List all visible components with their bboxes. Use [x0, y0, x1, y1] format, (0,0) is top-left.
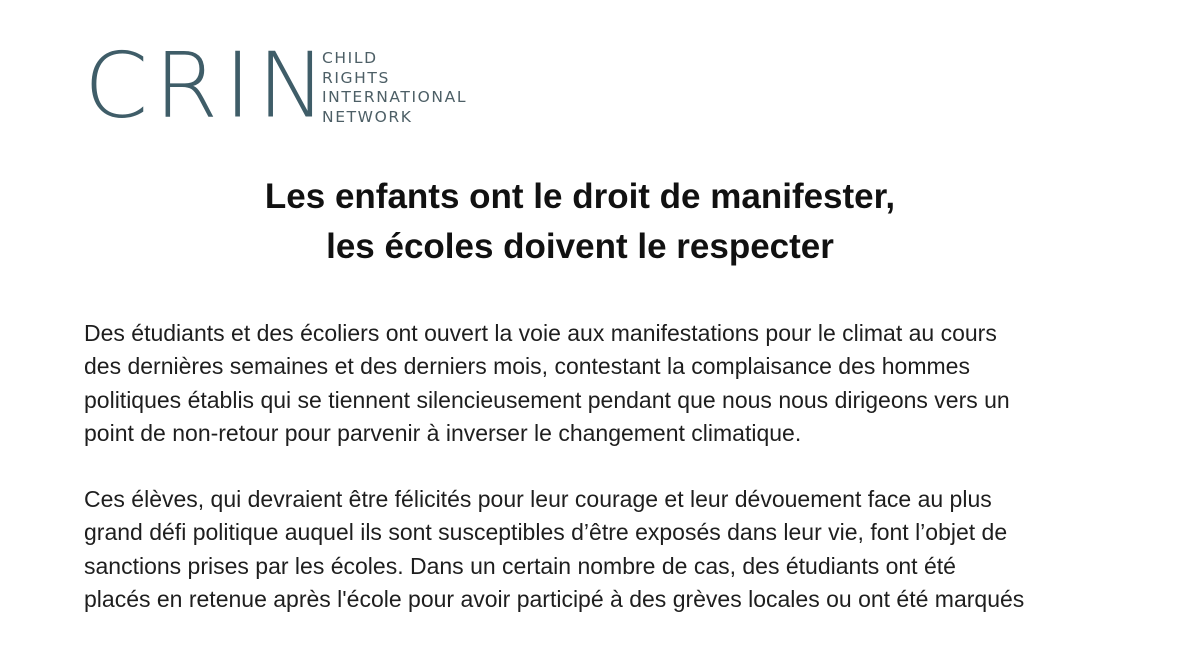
- text-line: Ces élèves, qui devraient être félicités pour leur courage et leur dévouement face au plus: [84, 486, 992, 513]
- paragraph: [84, 317, 1094, 450]
- document-body: [84, 317, 1094, 649]
- logo-wordmark: CRIN: [84, 33, 333, 138]
- text-line: des dernières semaines et des derniers mois, contestant la complaisance des hommes: [84, 353, 970, 380]
- logo-tagline-line: NETWORK: [322, 107, 413, 126]
- text-line: placés en retenue après l'école pour avoir participé à des grèves locales ou ont été marqués: [84, 586, 1025, 613]
- text-line: point de non-retour pour parvenir à inverser le changement climatique.: [84, 419, 802, 446]
- logo-tagline-line: RIGHTS: [322, 68, 390, 87]
- logo-tagline-line: INTERNATIONAL: [322, 88, 468, 107]
- text-line: grand défi politique auquel ils sont susceptibles d’être exposés dans leur vie, font l’objet de: [84, 519, 1008, 546]
- paragraph: [84, 483, 1094, 616]
- title-line: Les enfants ont le droit de manifester,: [264, 177, 896, 216]
- text-line: politiques établis qui se tiennent silencieusement pendant que nous nous dirigeons vers un: [84, 386, 1010, 413]
- title-line: les écoles doivent le respecter: [326, 227, 834, 266]
- logo-tagline: [322, 49, 467, 127]
- text-line: Des étudiants et des écoliers ont ouvert la voie aux manifestations pour le climat au cours: [84, 320, 997, 346]
- document-title: [0, 172, 1160, 272]
- text-line: sanctions prises par les écoles. Dans un certain nombre de cas, des étudiants ont été: [84, 552, 956, 579]
- logo-tagline-line: CHILD: [322, 49, 378, 67]
